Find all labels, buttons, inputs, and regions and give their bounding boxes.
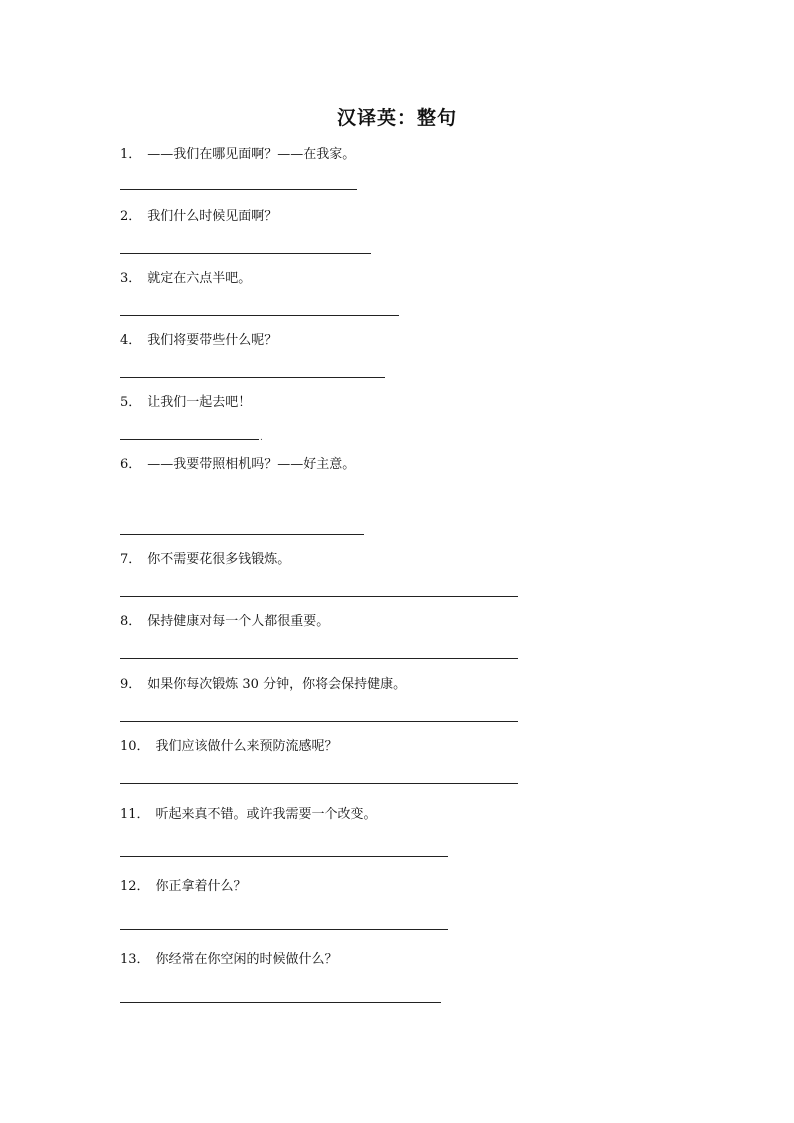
question-8 <box>120 613 329 631</box>
question-number: 10． <box>120 739 150 754</box>
question-text: ——我们在哪见面啊？——在我家。 <box>147 147 356 162</box>
question-text: 我们将要带些什么呢？ <box>147 333 278 348</box>
question-text: 我们应该做什么来预防流感呢？ <box>155 739 338 754</box>
question-3 <box>120 270 251 288</box>
question-number: 4． <box>120 333 142 348</box>
question-text: 你正拿着什么？ <box>155 879 247 894</box>
question-number: 13． <box>120 952 150 967</box>
question-text: ——我要带照相机吗？——好主意。 <box>147 457 356 472</box>
question-5 <box>120 394 251 412</box>
question-7 <box>120 551 290 569</box>
answer-line-7[interactable] <box>120 596 518 597</box>
question-number: 9． <box>120 677 142 692</box>
question-text: 保持健康对每一个人都很重要。 <box>147 614 330 629</box>
answer-line-12[interactable] <box>120 929 448 930</box>
question-11 <box>120 806 377 824</box>
question-text: 就定在六点半吧。 <box>147 271 252 286</box>
question-number: 5． <box>120 395 142 410</box>
answer-line-6[interactable] <box>120 534 364 535</box>
question-number: 2． <box>120 209 142 224</box>
answer-line-8[interactable] <box>120 658 518 659</box>
question-text: 你经常在你空闲的时候做什么？ <box>155 952 338 967</box>
question-number: 1． <box>120 147 142 162</box>
question-number: 7． <box>120 552 142 567</box>
question-text: 让我们一起去吧！ <box>147 395 252 410</box>
answer-line-2[interactable] <box>120 253 371 254</box>
answer-line-11[interactable] <box>120 856 448 857</box>
answer-line-4[interactable] <box>120 377 385 378</box>
question-number: 11． <box>120 807 150 822</box>
question-10 <box>120 738 338 756</box>
line-end-dot: . <box>260 433 263 443</box>
question-2 <box>120 208 277 226</box>
question-text: 如果你每次锻炼 30 分钟，你将会保持健康。 <box>147 677 407 692</box>
answer-line-1[interactable] <box>120 189 357 190</box>
question-number: 6． <box>120 457 142 472</box>
question-4 <box>120 332 277 350</box>
answer-line-3[interactable] <box>120 315 399 316</box>
page-title: 汉译英：整句 <box>336 107 457 129</box>
answer-line-5[interactable] <box>120 439 259 440</box>
question-text: 你不需要花很多钱锻炼。 <box>147 552 291 567</box>
answer-line-9[interactable] <box>120 721 518 722</box>
question-6 <box>120 456 355 474</box>
question-13 <box>120 951 338 969</box>
question-text: 我们什么时候见面啊？ <box>147 209 278 224</box>
question-1 <box>120 146 355 164</box>
question-number: 3． <box>120 271 142 286</box>
question-text: 听起来真不错。或许我需要一个改变。 <box>155 807 377 822</box>
answer-line-13[interactable] <box>120 1002 441 1003</box>
question-number: 12． <box>120 879 150 894</box>
question-12 <box>120 878 247 896</box>
answer-line-10[interactable] <box>120 783 518 784</box>
question-number: 8． <box>120 614 142 629</box>
question-9 <box>120 676 406 694</box>
